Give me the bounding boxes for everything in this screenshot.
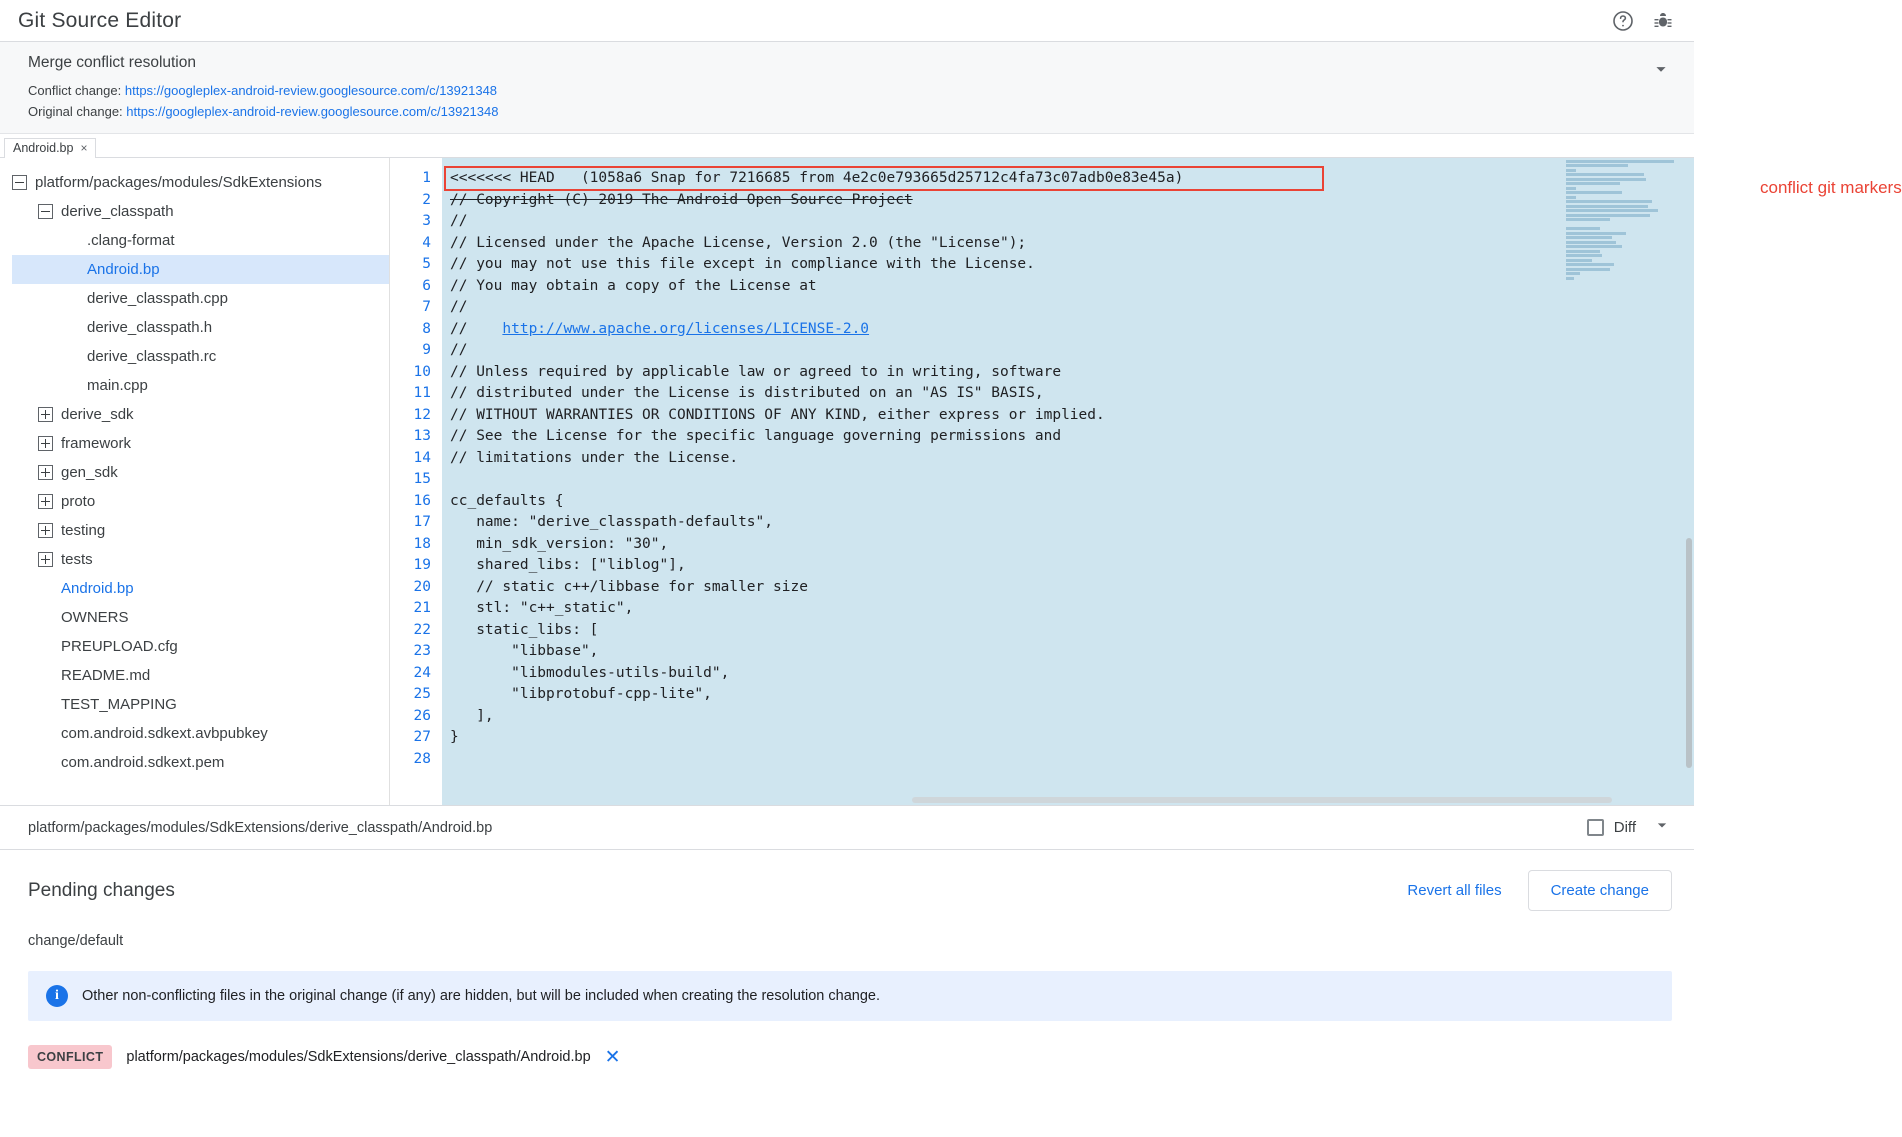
tree-node-label: tests [61, 551, 93, 568]
tree-node-test-mapping[interactable] [12, 690, 389, 719]
tree-node-label: Android.bp [61, 580, 134, 597]
code-line: // [450, 299, 468, 315]
info-icon: i [46, 985, 68, 1007]
code-line: <<<<<<< HEAD (1058a6 Snap for 7216685 from 4e2c0e793665d25712c4fa73c07adb0e83e45a) [450, 170, 1184, 186]
tree-node-label: derive_classpath [61, 203, 174, 220]
code-line: "libprotobuf-cpp-lite", [450, 686, 712, 702]
expand-toggle-icon[interactable] [38, 523, 53, 538]
revert-all-files-button[interactable]: Revert all files [1397, 874, 1511, 907]
code-line: // distributed under the License is distributed on an "AS IS" BASIS, [450, 385, 1044, 401]
line-number: 13 [413, 428, 431, 444]
code-line: ], [450, 707, 494, 724]
pending-changes-title: Pending changes [28, 879, 175, 901]
code-line: cc_defaults { [450, 492, 564, 509]
tree-node-label: PREUPLOAD.cfg [61, 638, 178, 655]
conflict-file-row [28, 1045, 1672, 1069]
line-number: 10 [413, 363, 431, 380]
code-line: "libbase", [450, 643, 599, 659]
conflict-change-label: Conflict change: [28, 83, 122, 98]
tree-node-label: Android.bp [87, 261, 160, 278]
vertical-scrollbar[interactable] [1686, 538, 1692, 768]
line-number: 16 [413, 492, 431, 509]
expand-toggle-icon[interactable] [38, 436, 53, 451]
line-number: 20 [413, 578, 431, 595]
code-line: name: "derive_classpath-defaults", [450, 514, 774, 530]
code-area[interactable] [442, 158, 1694, 805]
expand-toggle-icon[interactable] [38, 552, 53, 567]
code-line: shared_libs: ["liblog"], [450, 557, 686, 573]
file-tree[interactable] [0, 158, 390, 805]
line-number: 21 [413, 600, 431, 616]
code-line: // See the License for the specific language governing permissions and [450, 428, 1062, 444]
horizontal-scrollbar[interactable] [912, 797, 1612, 803]
tree-node-tests[interactable] [12, 545, 389, 574]
code-line: // WITHOUT WARRANTIES OR CONDITIONS OF ANY KIND, either express or implied. [450, 406, 1105, 423]
chevron-down-icon[interactable] [1652, 815, 1672, 840]
line-number: 14 [413, 449, 431, 466]
line-number: 25 [413, 686, 431, 702]
expand-toggle-icon[interactable] [38, 407, 53, 422]
line-number: 7 [422, 299, 431, 315]
change-branch-label: change/default [28, 933, 124, 949]
line-number: 15 [413, 471, 431, 487]
collapse-toggle-icon[interactable] [12, 175, 27, 190]
tree-node-label: .clang-format [87, 232, 175, 249]
line-number: 17 [413, 514, 431, 530]
pending-changes-section [0, 850, 1694, 1069]
line-number: 4 [422, 234, 431, 251]
tree-node-framework[interactable] [12, 429, 389, 458]
tree-node-android-bp-root[interactable] [12, 574, 389, 603]
tree-node-label: proto [61, 493, 96, 510]
line-number: 3 [422, 213, 431, 229]
bug-icon[interactable] [1650, 8, 1676, 34]
help-icon[interactable] [1610, 8, 1636, 34]
original-change-row [28, 102, 1676, 121]
tree-node-label: README.md [61, 667, 151, 684]
tab-strip [0, 134, 1694, 158]
code-line: // [450, 342, 468, 358]
code-line: // You may obtain a copy of the License at [450, 277, 817, 294]
tree-node-testing[interactable] [12, 516, 389, 545]
conflict-annotation-text: conflict git markers [1760, 178, 1902, 197]
line-number: 1 [422, 170, 431, 186]
expand-toggle-icon[interactable] [38, 465, 53, 480]
app-header [0, 0, 1694, 42]
line-number: 2 [422, 191, 431, 208]
tab-android-bp[interactable] [4, 138, 96, 158]
tree-node-pem[interactable] [12, 748, 389, 777]
code-line: stl: "c++_static", [450, 600, 634, 616]
tree-node-derive-sdk[interactable] [12, 400, 389, 429]
original-change-label: Original change: [28, 104, 123, 119]
tree-node-label: derive_classpath.cpp [87, 290, 228, 307]
tree-node-owners[interactable] [12, 603, 389, 632]
code-line: // you may not use this file except in compliance with the License. [450, 256, 1035, 272]
tree-node-label: com.android.sdkext.pem [61, 754, 225, 771]
collapse-toggle-icon[interactable] [38, 204, 53, 219]
code-line: // Unless required by applicable law or agreed to in writing, software [450, 363, 1062, 380]
line-number: 6 [422, 277, 431, 294]
info-banner-text: Other non-conflicting files in the original change (if any) are hidden, but will be included when creating the resolution change. [82, 988, 880, 1004]
code-line: min_sdk_version: "30", [450, 535, 669, 552]
tree-node-preupload-cfg[interactable] [12, 632, 389, 661]
diff-label: Diff [1613, 819, 1636, 836]
tree-node-label: derive_classpath.h [87, 319, 213, 336]
tree-node-derive-classpath-rc[interactable] [12, 342, 389, 371]
main-body [0, 158, 1902, 806]
tree-node-derive-classpath-h[interactable] [12, 313, 389, 342]
file-path-label: platform/packages/modules/SdkExtensions/derive_classpath/Android.bp [28, 819, 493, 836]
line-number: 26 [413, 707, 431, 724]
code-line: // Copyright (C) 2019 The Android Open Source Project [450, 191, 913, 208]
tree-node-label: platform/packages/modules/SdkExtensions [35, 174, 322, 191]
code-line [442, 469, 1694, 491]
tree-node-derive-classpath[interactable] [12, 197, 389, 226]
tree-node-label: derive_classpath.rc [87, 348, 217, 365]
code-line: // limitations under the License. [450, 449, 739, 466]
tree-node-label: derive_sdk [61, 406, 134, 423]
tree-node-label: com.android.sdkext.avbpubkey [61, 725, 268, 742]
line-number: 11 [413, 385, 431, 401]
diff-checkbox[interactable] [1587, 819, 1604, 836]
line-number: 24 [413, 664, 431, 681]
line-number: 23 [413, 643, 431, 659]
code-line: // [450, 213, 468, 229]
line-number: 9 [422, 342, 431, 358]
code-editor[interactable] [390, 158, 1902, 805]
code-line: // static c++/libbase for smaller size [450, 578, 808, 595]
tree-node-gen-sdk[interactable] [12, 458, 389, 487]
line-number: 8 [422, 320, 431, 337]
line-number: 18 [413, 535, 431, 552]
close-icon[interactable]: ✕ [604, 1046, 621, 1068]
tree-node-readme-md[interactable] [12, 661, 389, 690]
line-number: 22 [413, 621, 431, 638]
page-title: Git Source Editor [18, 8, 182, 32]
tree-node-main-cpp[interactable] [12, 371, 389, 400]
tree-node-derive-classpath-cpp[interactable] [12, 284, 389, 313]
code-minimap[interactable] [1564, 158, 1682, 303]
code-prefix: // [450, 320, 503, 337]
conflict-change-row [28, 81, 1676, 100]
create-change-button[interactable]: Create change [1528, 870, 1672, 911]
code-line: "libmodules-utils-build", [450, 664, 730, 681]
close-icon[interactable]: × [80, 141, 88, 155]
tree-node-label: framework [61, 435, 132, 452]
tab-label: Android.bp [13, 141, 74, 155]
line-number: 12 [413, 406, 431, 423]
info-banner [28, 971, 1672, 1021]
conflict-file-path: platform/packages/modules/SdkExtensions/derive_classpath/Android.bp [126, 1049, 591, 1065]
tree-node-android-bp-selected[interactable] [12, 255, 389, 284]
line-number: 28 [413, 750, 431, 767]
tree-node-label: TEST_MAPPING [61, 696, 177, 713]
code-line: static_libs: [ [450, 621, 599, 638]
tree-node-root[interactable] [12, 168, 389, 197]
merge-conflict-title: Merge conflict resolution [28, 54, 196, 71]
conflict-change-link[interactable]: https://googleplex-android-review.googlesource.com/c/13921348 [124, 83, 498, 98]
chevron-down-icon[interactable] [1650, 58, 1672, 85]
tree-node-label: main.cpp [87, 377, 148, 394]
code-line-license-url [442, 319, 1694, 341]
license-url-link[interactable]: http://www.apache.org/licenses/LICENSE-2.0 [502, 320, 870, 337]
pending-changes-header [28, 870, 1672, 911]
merge-conflict-bar [0, 42, 1694, 134]
original-change-link[interactable]: https://googleplex-android-review.googlesource.com/c/13921348 [126, 104, 499, 119]
code-line: // Licensed under the Apache License, Version 2.0 (the "License"); [450, 234, 1027, 251]
line-number: 19 [413, 557, 431, 573]
line-number-gutter [390, 158, 442, 805]
tree-node-avbpubkey[interactable] [12, 719, 389, 748]
file-path-bar [0, 806, 1694, 850]
code-line: } [450, 729, 459, 745]
status-badge: CONFLICT [28, 1045, 112, 1069]
tree-node-label: testing [61, 522, 106, 539]
tree-node-label: gen_sdk [61, 464, 118, 481]
tree-node-proto[interactable] [12, 487, 389, 516]
expand-toggle-icon[interactable] [38, 494, 53, 509]
line-number: 5 [422, 256, 431, 272]
tree-node-clang-format[interactable] [12, 226, 389, 255]
tree-node-label: OWNERS [61, 609, 129, 626]
line-number: 27 [413, 729, 431, 745]
